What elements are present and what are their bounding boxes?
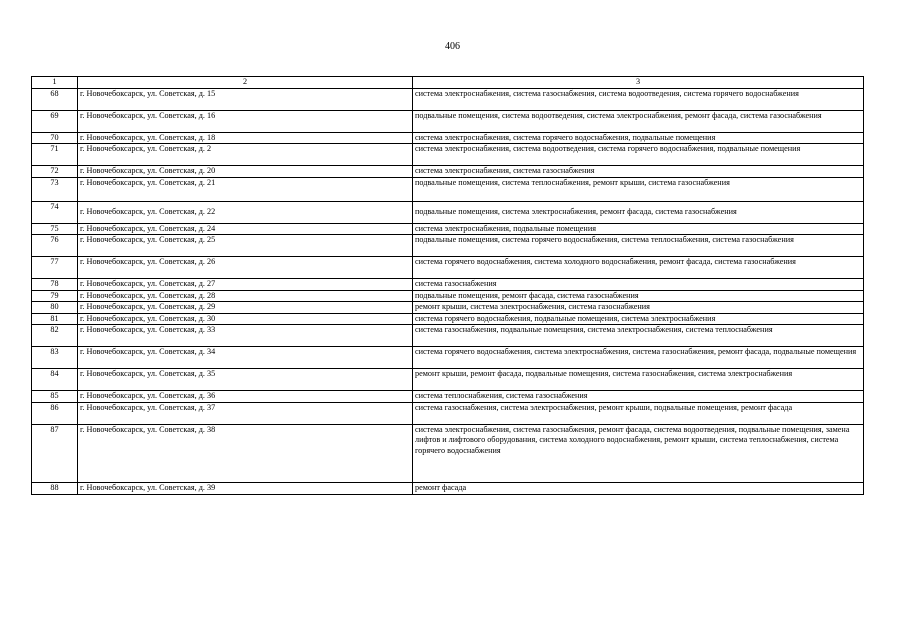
row-number: 83 <box>32 347 78 369</box>
table-row <box>32 369 864 391</box>
row-number: 86 <box>32 402 78 424</box>
table-row <box>32 201 864 223</box>
table-row <box>32 144 864 166</box>
row-number: 87 <box>32 424 78 482</box>
row-number: 73 <box>32 177 78 201</box>
row-address: г. Новочебоксарск, ул. Советская, д. 39 <box>78 482 413 494</box>
row-works: ремонт крыши, система электроснабжения, система газоснабжения <box>413 302 864 314</box>
row-address: г. Новочебоксарск, ул. Советская, д. 15 <box>78 88 413 110</box>
buildings-table <box>31 76 864 495</box>
row-address: г. Новочебоксарск, ул. Советская, д. 18 <box>78 132 413 144</box>
page-number: 406 <box>445 41 460 52</box>
row-address: г. Новочебоксарск, ул. Советская, д. 29 <box>78 302 413 314</box>
table-row <box>32 325 864 347</box>
table-row <box>32 424 864 482</box>
row-address: г. Новочебоксарск, ул. Советская, д. 30 <box>78 313 413 325</box>
table-row <box>32 88 864 110</box>
row-works: подвальные помещения, система водоотведения, система электроснабжения, ремонт фасада, система газоснабжения <box>413 110 864 132</box>
row-works: система электроснабжения, система газоснабжения, система водоотведения, система горячего водоснабжения <box>413 88 864 110</box>
table-row <box>32 110 864 132</box>
row-number: 88 <box>32 482 78 494</box>
table-row <box>32 257 864 279</box>
row-number: 74 <box>32 201 78 223</box>
table-row <box>32 177 864 201</box>
row-number: 80 <box>32 302 78 314</box>
row-address: г. Новочебоксарск, ул. Советская, д. 36 <box>78 391 413 403</box>
row-number: 69 <box>32 110 78 132</box>
table-row <box>32 166 864 178</box>
table-row <box>32 313 864 325</box>
table-header-row <box>32 77 864 89</box>
row-works: система горячего водоснабжения, система электроснабжения, система газоснабжения, ремонт фасада, подвальные помещения <box>413 347 864 369</box>
row-number: 81 <box>32 313 78 325</box>
table-row <box>32 132 864 144</box>
row-address: г. Новочебоксарск, ул. Советская, д. 21 <box>78 177 413 201</box>
row-number: 85 <box>32 391 78 403</box>
row-works: система газоснабжения, подвальные помещения, система электроснабжения, система теплоснабжения <box>413 325 864 347</box>
header-col-3: 3 <box>413 77 864 89</box>
row-number: 77 <box>32 257 78 279</box>
row-address: г. Новочебоксарск, ул. Советская, д. 35 <box>78 369 413 391</box>
row-address: г. Новочебоксарск, ул. Советская, д. 37 <box>78 402 413 424</box>
row-works: подвальные помещения, система теплоснабжения, ремонт крыши, система газоснабжения <box>413 177 864 201</box>
table-row <box>32 347 864 369</box>
row-works: подвальные помещения, ремонт фасада, система газоснабжения <box>413 290 864 302</box>
row-address: г. Новочебоксарск, ул. Советская, д. 26 <box>78 257 413 279</box>
table-row <box>32 391 864 403</box>
table-row <box>32 290 864 302</box>
row-works: ремонт фасада <box>413 482 864 494</box>
table-row <box>32 235 864 257</box>
row-works: система газоснабжения, система электроснабжения, ремонт крыши, подвальные помещения, ремонт фасада <box>413 402 864 424</box>
row-address: г. Новочебоксарск, ул. Советская, д. 28 <box>78 290 413 302</box>
row-number: 68 <box>32 88 78 110</box>
row-address: г. Новочебоксарск, ул. Советская, д. 2 <box>78 144 413 166</box>
row-works: система электроснабжения, подвальные помещения <box>413 223 864 235</box>
row-works: подвальные помещения, система горячего водоснабжения, система теплоснабжения, система газоснабжения <box>413 235 864 257</box>
table-row <box>32 279 864 291</box>
row-works: подвальные помещения, система электроснабжения, ремонт фасада, система газоснабжения <box>413 201 864 223</box>
row-address: г. Новочебоксарск, ул. Советская, д. 22 <box>78 201 413 223</box>
row-address: г. Новочебоксарск, ул. Советская, д. 34 <box>78 347 413 369</box>
row-number: 76 <box>32 235 78 257</box>
header-col-2: 2 <box>78 77 413 89</box>
row-address: г. Новочебоксарск, ул. Советская, д. 20 <box>78 166 413 178</box>
row-works: система газоснабжения <box>413 279 864 291</box>
row-works: система горячего водоснабжения, подвальные помещения, система электроснабжения <box>413 313 864 325</box>
row-number: 75 <box>32 223 78 235</box>
row-number: 79 <box>32 290 78 302</box>
table-row <box>32 302 864 314</box>
row-number: 78 <box>32 279 78 291</box>
row-number: 70 <box>32 132 78 144</box>
row-works: ремонт крыши, ремонт фасада, подвальные помещения, система газоснабжения, система электроснабжения <box>413 369 864 391</box>
row-works: система электроснабжения, система горячего водоснабжения, подвальные помещения <box>413 132 864 144</box>
table-row <box>32 482 864 494</box>
row-number: 71 <box>32 144 78 166</box>
row-works: система электроснабжения, система газоснабжения <box>413 166 864 178</box>
row-number: 72 <box>32 166 78 178</box>
row-address: г. Новочебоксарск, ул. Советская, д. 16 <box>78 110 413 132</box>
row-works: система горячего водоснабжения, система холодного водоснабжения, ремонт фасада, система газоснабжения <box>413 257 864 279</box>
row-works: система теплоснабжения, система газоснабжения <box>413 391 864 403</box>
row-number: 82 <box>32 325 78 347</box>
row-address: г. Новочебоксарск, ул. Советская, д. 25 <box>78 235 413 257</box>
row-number: 84 <box>32 369 78 391</box>
row-address: г. Новочебоксарск, ул. Советская, д. 33 <box>78 325 413 347</box>
row-address: г. Новочебоксарск, ул. Советская, д. 27 <box>78 279 413 291</box>
table-row <box>32 223 864 235</box>
row-works: система электроснабжения, система водоотведения, система горячего водоснабжения, подвальные помещения <box>413 144 864 166</box>
header-col-1: 1 <box>32 77 78 89</box>
row-works: система электроснабжения, система газоснабжения, ремонт фасада, система водоотведения, подвальные помещения, замена лифтов и лифтового оборудования, система холодного водоснабжения, ремонт крыши, система теплоснабжения, система горячего водоснабжения <box>413 424 864 482</box>
table-body <box>32 77 864 495</box>
row-address: г. Новочебоксарск, ул. Советская, д. 38 <box>78 424 413 482</box>
row-address: г. Новочебоксарск, ул. Советская, д. 24 <box>78 223 413 235</box>
table-row <box>32 402 864 424</box>
